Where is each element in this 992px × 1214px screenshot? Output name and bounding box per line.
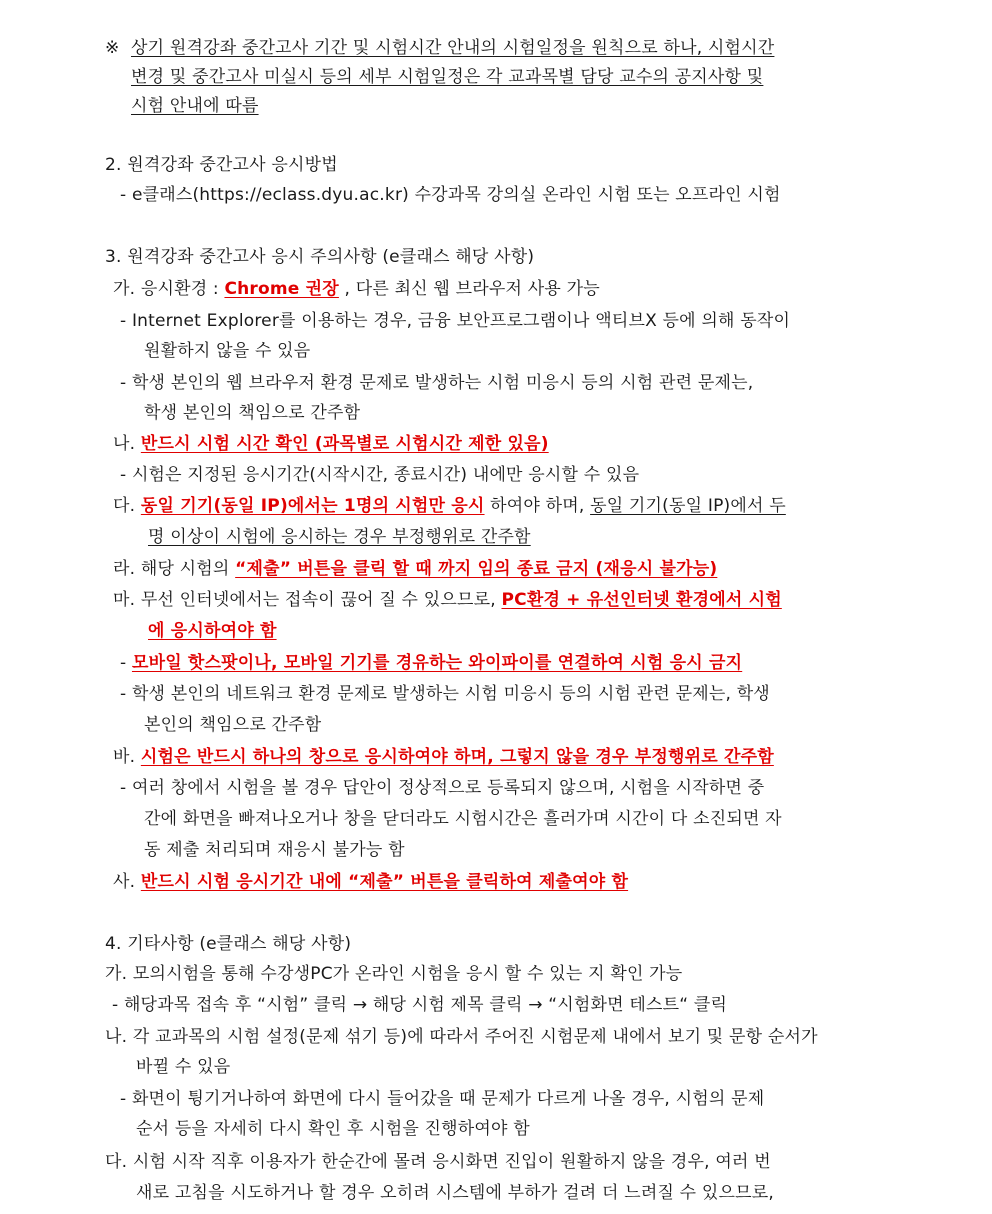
ra-prefix: 라. 해당 시험의 [113,559,236,579]
section-3-ma-line-2 [148,619,277,645]
section-4-title: 4. 기타사항 (e클래스 해당 사항) [105,934,352,954]
section-3-na [113,432,549,458]
da-underline-2: 명 이상이 시험에 응시하는 경우 부정행위로 간주함 [148,527,531,547]
sa-red-text: 반드시 시험 응시기간 내에 “제출” 버튼을 클릭하여 제출여야 함 [140,872,629,892]
ga-suffix: , 다른 최신 웹 브라우저 사용 가능 [338,279,600,299]
section-4-ga-bullet-1: - 해당과목 접속 후 “시험” 클릭 → 해당 시험 제목 클릭 → “시험화면 테스트“ 클릭 [112,995,728,1015]
ga-red-text: Chrome 권장 [224,279,339,299]
note-text-1: 상기 원격강좌 중간고사 기간 및 시험시간 안내의 시험일정을 원칙으로 하나, 시험시간 [131,38,775,58]
section-3-title: 3. 원격강좌 중간고사 응시 주의사항 (e클래스 해당 사항) [105,247,535,267]
ma-bullet-1-dash: - [120,653,132,673]
section-3-ga-bullet-2-line-2: 학생 본인의 책임으로 간주함 [144,403,361,423]
section-3-da-line-1 [113,494,786,520]
section-2-title: 2. 원격강좌 중간고사 응시방법 [105,155,338,175]
section-3-ga-bullet-1-line-1: - Internet Explorer를 이용하는 경우, 금융 보안프로그램이나 액티브X 등에 의해 동작이 [120,311,791,331]
section-4-da-line-1: 다. 시험 시작 직후 이용자가 한순간에 몰려 응시화면 진입이 원활하지 않을 경우, 여러 번 [105,1152,771,1172]
section-4-na-line-1: 나. 각 교과목의 시험 설정(문제 섞기 등)에 따라서 주어진 시험문제 내에서 보기 및 문항 순서가 [105,1027,818,1047]
note-text-3: 시험 안내에 따름 [131,96,259,116]
section-3-ma-bullet-2-line-1: - 학생 본인의 네트워크 환경 문제로 발생하는 시험 미응시 등의 시험 관련 문제는, 학생 [120,684,770,704]
section-3-ma-line-1 [113,588,782,614]
section-3-da-line-2 [148,525,531,551]
section-4-da-line-2: 새로 고침을 시도하거나 할 경우 오히려 시스템에 부하가 걸려 더 느려질 수 있으므로, [136,1183,774,1203]
section-3-ba-bullet-1-line-2: 간에 화면을 빠져나오거나 창을 닫더라도 시험시간은 흘러가며 시간이 다 소진되면 자 [144,809,782,829]
sa-prefix: 사. [113,872,141,892]
section-3-ba-bullet-1-line-1: - 여러 창에서 시험을 볼 경우 답안이 정상적으로 등록되지 않으며, 시험을 시작하면 중 [120,778,765,798]
section-4-ga: 가. 모의시험을 통해 수강생PC가 온라인 시험을 응시 할 수 있는 지 확인 가능 [105,964,683,984]
section-4-na-line-2: 바뀔 수 있음 [136,1057,231,1077]
section-3-ga-bullet-2-line-1: - 학생 본인의 웹 브라우저 환경 문제로 발생하는 시험 미응시 등의 시험 관련 문제는, [120,373,754,393]
ma-bullet-1-red: 모바일 핫스팟이나, 모바일 기기를 경유하는 와이파이를 연결하여 시험 응시 금지 [131,653,743,673]
note-line-3 [131,94,259,120]
ga-prefix: 가. 응시환경 : [113,279,225,299]
ra-red-text: “제출” 버튼을 클릭 할 때 까지 임의 종료 금지 (재응시 불가능) [235,559,718,579]
da-underline-1: 동일 기기(동일 IP)에서 두 [590,496,786,516]
ma-red-text-1: PC환경 + 유선인터넷 환경에서 시험 [501,590,782,610]
section-3-ra [113,557,717,583]
section-3-ga-bullet-1-line-2: 원활하지 않을 수 있음 [144,341,311,361]
note-line-1 [105,36,774,62]
ma-prefix: 마. 무선 인터넷에서는 접속이 끊어 질 수 있으므로, [113,590,502,610]
ma-red-text-2: 에 응시하여야 함 [148,621,277,641]
ba-prefix: 바. [113,747,141,767]
da-mid: 하여야 하며, [484,496,591,516]
section-3-sa [113,870,628,896]
note-line-2 [131,65,763,91]
da-red-text: 동일 기기(동일 IP)에서는 1명의 시험만 응시 [140,496,485,516]
section-3-ma-bullet-2-line-2: 본인의 책임으로 간주함 [144,715,322,735]
na-red-text: 반드시 시험 시간 확인 (과목별로 시험시간 제한 있음) [140,434,549,454]
da-prefix: 다. [113,496,141,516]
reference-mark-icon: ※ [105,38,120,58]
section-3-ma-bullet-1 [120,651,742,677]
note-text-2: 변경 및 중간고사 미실시 등의 세부 시험일정은 각 교과목별 담당 교수의 공지사항 및 [131,67,764,87]
section-3-na-bullet-1: - 시험은 지정된 응시기간(시작시간, 종료시간) 내에만 응시할 수 있음 [120,465,640,485]
section-3-ga [113,277,600,303]
section-3-ba-bullet-1-line-3: 동 제출 처리되며 재응시 불가능 함 [144,840,405,860]
section-3-ba [113,745,774,771]
section-4-na-bullet-1-line-2: 순서 등을 자세히 다시 확인 후 시험을 진행하여야 함 [136,1119,530,1139]
ba-red-text: 시험은 반드시 하나의 창으로 응시하여야 하며, 그렇지 않을 경우 부정행위로 간주함 [140,747,774,767]
section-4-na-bullet-1-line-1: - 화면이 튕기거나하여 화면에 다시 들어갔을 때 문제가 다르게 나올 경우, 시험의 문제 [120,1089,765,1109]
na-prefix: 나. [113,434,141,454]
section-2-item-1: - e클래스(https://eclass.dyu.ac.kr) 수강과목 강의실 온라인 시험 또는 오프라인 시험 [120,185,781,205]
